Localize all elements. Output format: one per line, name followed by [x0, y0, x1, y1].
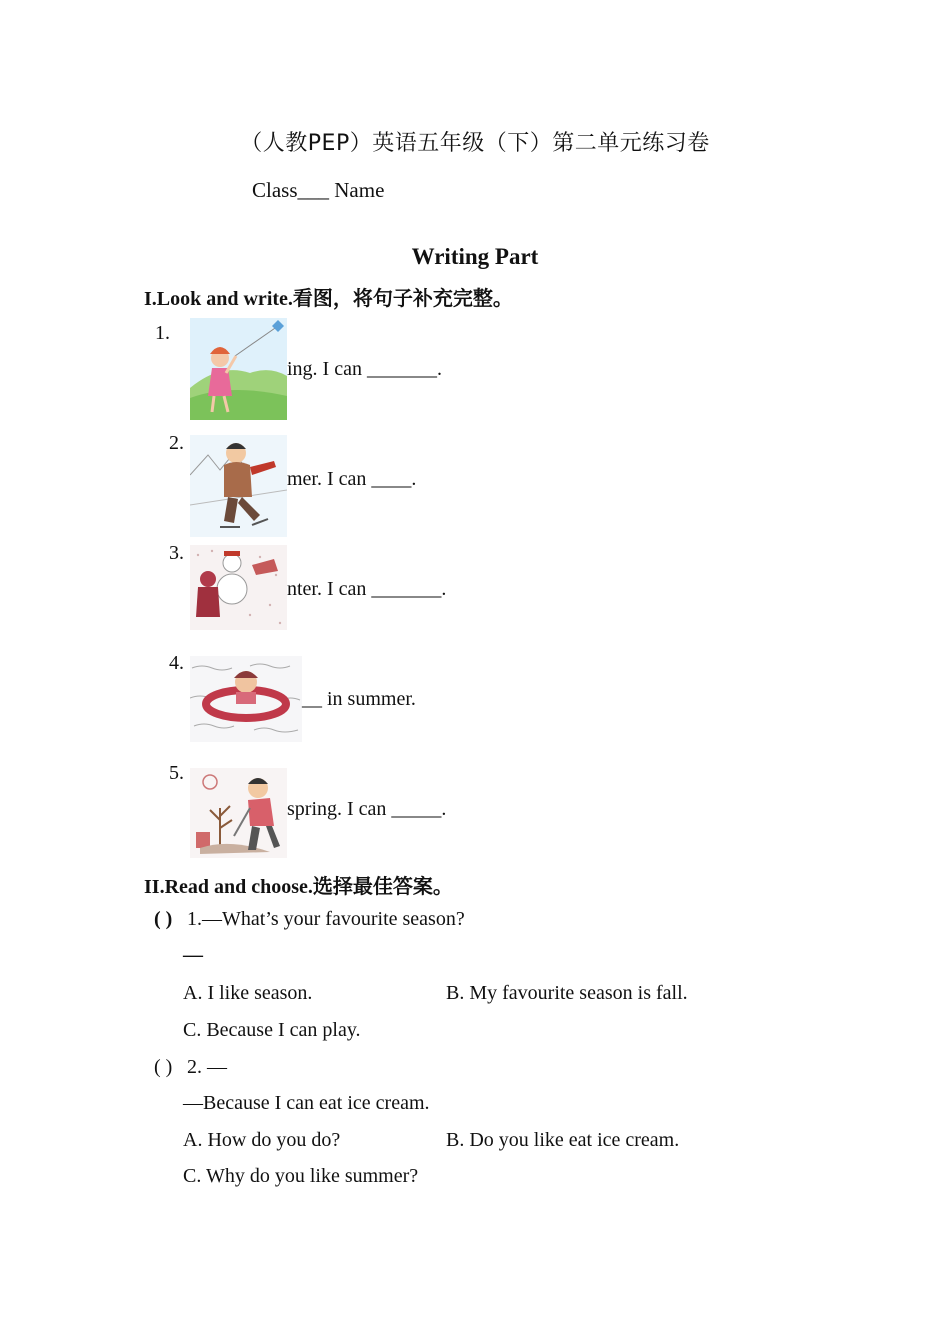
- question-1-option-a: A. I like season.: [183, 982, 313, 1004]
- item-3-sentence: nter. I can _______.: [287, 578, 447, 600]
- page-title: （人教PEP）英语五年级（下）第二单元练习卷: [240, 131, 710, 156]
- item-1-number: 1.: [155, 322, 170, 344]
- question-2-response: —Because I can eat ice cream.: [183, 1092, 430, 1114]
- question-2-option-a: A. How do you do?: [183, 1129, 341, 1151]
- section-2-heading-en: II.Read and choose.: [144, 876, 313, 898]
- question-2-answer-paren: ( ): [154, 1056, 173, 1078]
- question-1-response: —: [183, 944, 203, 966]
- item-5-number: 5.: [169, 762, 184, 784]
- item-2-number: 2.: [169, 432, 184, 454]
- item-2-sentence: mer. I can ____.: [287, 468, 417, 490]
- girl-flying-kite-picture: [190, 318, 287, 420]
- section-1-heading-zh: 看图，将句子补充完整。: [292, 286, 513, 310]
- question-2-text: 2. —: [187, 1056, 227, 1078]
- question-2-option-b: B. Do you like eat ice cream.: [446, 1129, 680, 1151]
- part-heading: Writing Part: [411, 244, 539, 269]
- item-3-number: 3.: [169, 542, 184, 564]
- child-making-snowman-picture: [190, 545, 287, 630]
- section-1-heading-en: I.Look and write.: [144, 288, 293, 310]
- boy-skating-picture: [190, 435, 287, 537]
- section-1-heading: [144, 282, 513, 311]
- question-1-answer-paren: ( ): [154, 908, 173, 930]
- question-1-option-c: C. Because I can play.: [183, 1019, 361, 1041]
- item-5-sentence: spring. I can _____.: [287, 798, 447, 820]
- question-1-option-b: B. My favourite season is fall.: [446, 982, 688, 1004]
- item-4-sentence: __ in summer.: [302, 688, 416, 710]
- section-2-heading-zh: 选择最佳答案。: [312, 874, 453, 898]
- section-2-heading: [144, 870, 453, 899]
- question-1-text: 1.—What’s your favourite season?: [187, 908, 465, 930]
- question-2-option-c: C. Why do you like summer?: [183, 1165, 419, 1187]
- girl-swimming-picture: [190, 656, 302, 742]
- boy-planting-tree-picture: [190, 768, 287, 858]
- item-4-number: 4.: [169, 652, 184, 674]
- class-name-line: Class___ Name: [252, 178, 385, 202]
- item-1-sentence: ing. I can _______.: [287, 358, 442, 380]
